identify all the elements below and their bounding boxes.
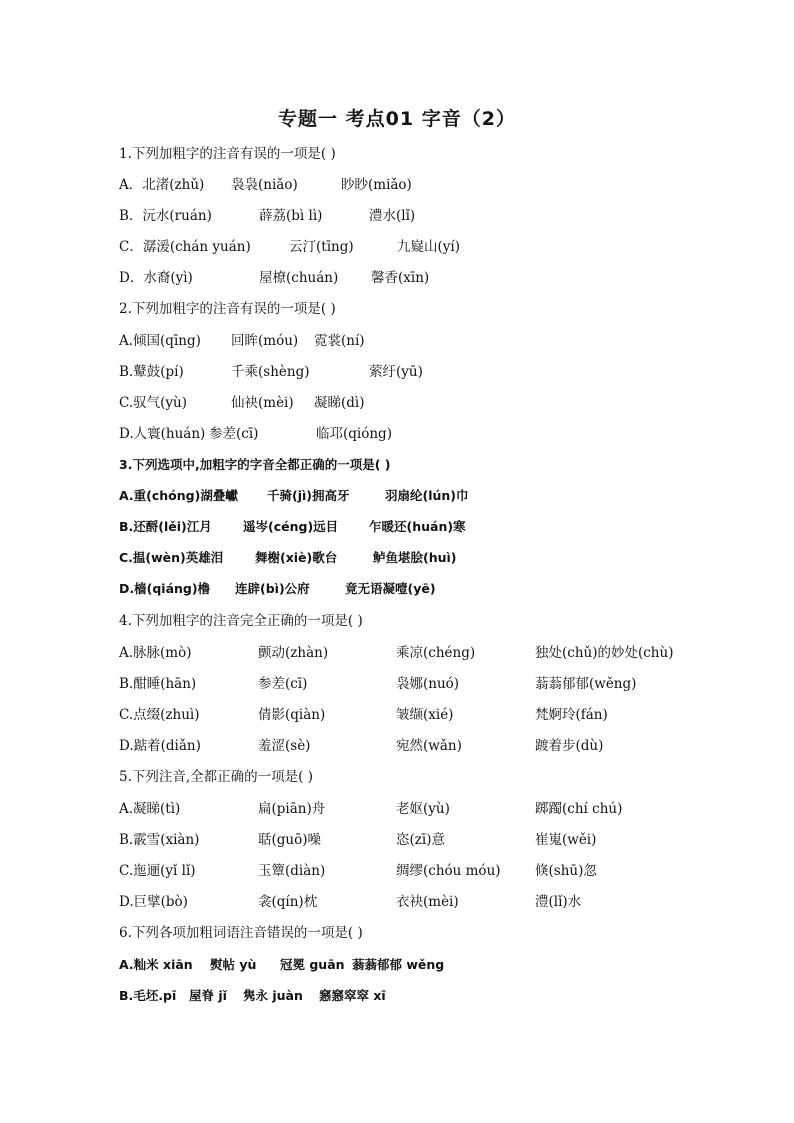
option-item: 萦纡(yū) [369, 364, 423, 380]
option-item: 蓊蓊郁郁(wěng) [535, 676, 637, 692]
option-item: 参差(cī) [209, 426, 259, 442]
option-item: B.鼙鼓(pí) [119, 364, 184, 380]
question-text: 4.下列加粗字的注音完全正确的一项是( ) [119, 613, 363, 629]
option-item: 羞涩(sè) [258, 738, 311, 754]
option-item: 玉簟(diàn) [258, 863, 326, 879]
question-text: 1.下列加粗字的注音有误的一项是( ) [119, 146, 336, 162]
option-item: 梵婀玲(fán) [535, 707, 608, 723]
option-item: A．北渚(zhǔ) [119, 177, 205, 193]
option-item: 崔嵬(wěi) [535, 832, 597, 848]
option-item: A.凝睇(tì) [119, 801, 181, 817]
page-title: 专题一 考点01 字音（2） [278, 108, 516, 130]
option-item: D.樯(qiáng)橹 [119, 581, 211, 596]
option-item: 临邛(qióng) [316, 426, 392, 442]
option-item: B.霰雪(xiàn) [119, 832, 200, 848]
option-item: A.脉脉(mò) [119, 645, 192, 661]
option-item: 鲈鱼堪脍(huì) [373, 550, 457, 565]
option-item: 仙袂(mèi) [231, 395, 294, 411]
question-text: 3.下列选项中,加粗字的字音全都正确的一项是( ) [119, 457, 391, 472]
option-item: C.驭气(yù) [119, 395, 187, 411]
option-item: 澧(lǐ)水 [535, 894, 582, 910]
option-item: D.巨擘(bò) [119, 894, 188, 910]
option-item: 屋脊 jǐ [189, 988, 227, 1003]
option-item: 薜荔(bì lì) [259, 208, 323, 224]
option-item: 倩影(qiàn) [258, 707, 326, 723]
option-item: 踯躅(chí chú) [535, 801, 623, 817]
question-text: 2.下列加粗字的注音有误的一项是( ) [119, 301, 336, 317]
option-item: 澧水(lǐ) [369, 208, 416, 224]
option-item: 皱缬(xié) [396, 707, 454, 723]
option-item: 独处(chǔ)的妙处(chù) [535, 645, 674, 661]
option-item: 恣(zī)意 [396, 832, 445, 848]
option-item: 窸窸窣窣 xī [319, 988, 386, 1003]
option-item: 千乘(shèng) [231, 364, 310, 380]
option-item: 倏(shū)忽 [535, 863, 597, 879]
option-item: 蓊蓊郁郁 wěng [352, 957, 445, 972]
option-item: 宛然(wǎn) [396, 738, 462, 754]
question-text: 6.下列各项加粗词语注音错误的一项是( ) [119, 925, 363, 941]
option-item: A.籼米 xiān [119, 957, 193, 972]
option-item: 隽永 juàn [243, 988, 303, 1003]
option-item: B.还酹(lěi)江月 [119, 519, 212, 534]
option-item: 竟无语凝噎(yē) [345, 581, 436, 596]
option-item: 绸缪(chóu móu) [396, 863, 501, 879]
option-item: 参差(cī) [258, 676, 308, 692]
option-item: D.人寰(huán) [119, 426, 206, 442]
option-item: 霓裳(ní) [314, 333, 365, 349]
option-item: 老妪(yù) [396, 801, 450, 817]
option-item: 冠冕 guān [280, 957, 345, 972]
option-item: C.迤逦(yǐ lǐ) [119, 863, 196, 879]
option-item: 千骑(jì)拥高牙 [267, 488, 350, 503]
option-item: B．沅水(ruán) [119, 208, 212, 224]
option-item: 袅袅(niǎo) [231, 177, 298, 193]
option-item: 馨香(xīn) [371, 270, 430, 286]
option-item: 回眸(móu) [231, 333, 299, 349]
option-item: 熨帖 yù [210, 957, 257, 972]
option-item: 衣袂(mèi) [396, 894, 459, 910]
option-item: D.踮着(diǎn) [119, 738, 201, 754]
option-item: 衾(qín)枕 [258, 894, 318, 910]
option-item: 遥岑(céng)远目 [243, 519, 339, 534]
option-item: 云汀(tīng) [289, 239, 354, 255]
option-item: 踱着步(dù) [535, 738, 604, 754]
option-item: C．潺湲(chán yuán) [119, 239, 251, 255]
option-item: 舞榭(xiè)歌台 [255, 550, 338, 565]
option-item: 袅娜(nuó) [396, 676, 460, 692]
option-item: 乘凉(chéng) [396, 645, 476, 661]
option-item: B.酣睡(hān) [119, 676, 197, 692]
option-item: B.毛坯.pī [119, 988, 177, 1003]
option-item: 乍暖还(huán)寒 [369, 519, 466, 534]
option-item: 颤动(zhàn) [258, 645, 329, 661]
option-item: D．水裔(yì) [119, 270, 193, 286]
option-item: 九嶷山(yí) [397, 239, 460, 255]
option-item: 眇眇(miǎo) [341, 177, 412, 193]
option-item: A.倾国(qīng) [119, 333, 201, 349]
option-item: C.点缀(zhuì) [119, 707, 200, 723]
option-item: A.重(chóng)湖叠巘 [119, 488, 238, 503]
option-item: 聒(guō)噪 [258, 832, 321, 848]
option-item: 屋橑(chuán) [259, 270, 339, 286]
option-item: 连辟(bì)公府 [235, 581, 310, 596]
option-item: C.揾(wèn)英雄泪 [119, 550, 224, 565]
option-item: 羽扇纶(lún)巾 [385, 488, 469, 503]
option-item: 凝睇(dì) [314, 395, 365, 411]
question-text: 5.下列注音,全都正确的一项是( ) [119, 769, 313, 785]
option-item: 扁(piān)舟 [258, 801, 326, 817]
